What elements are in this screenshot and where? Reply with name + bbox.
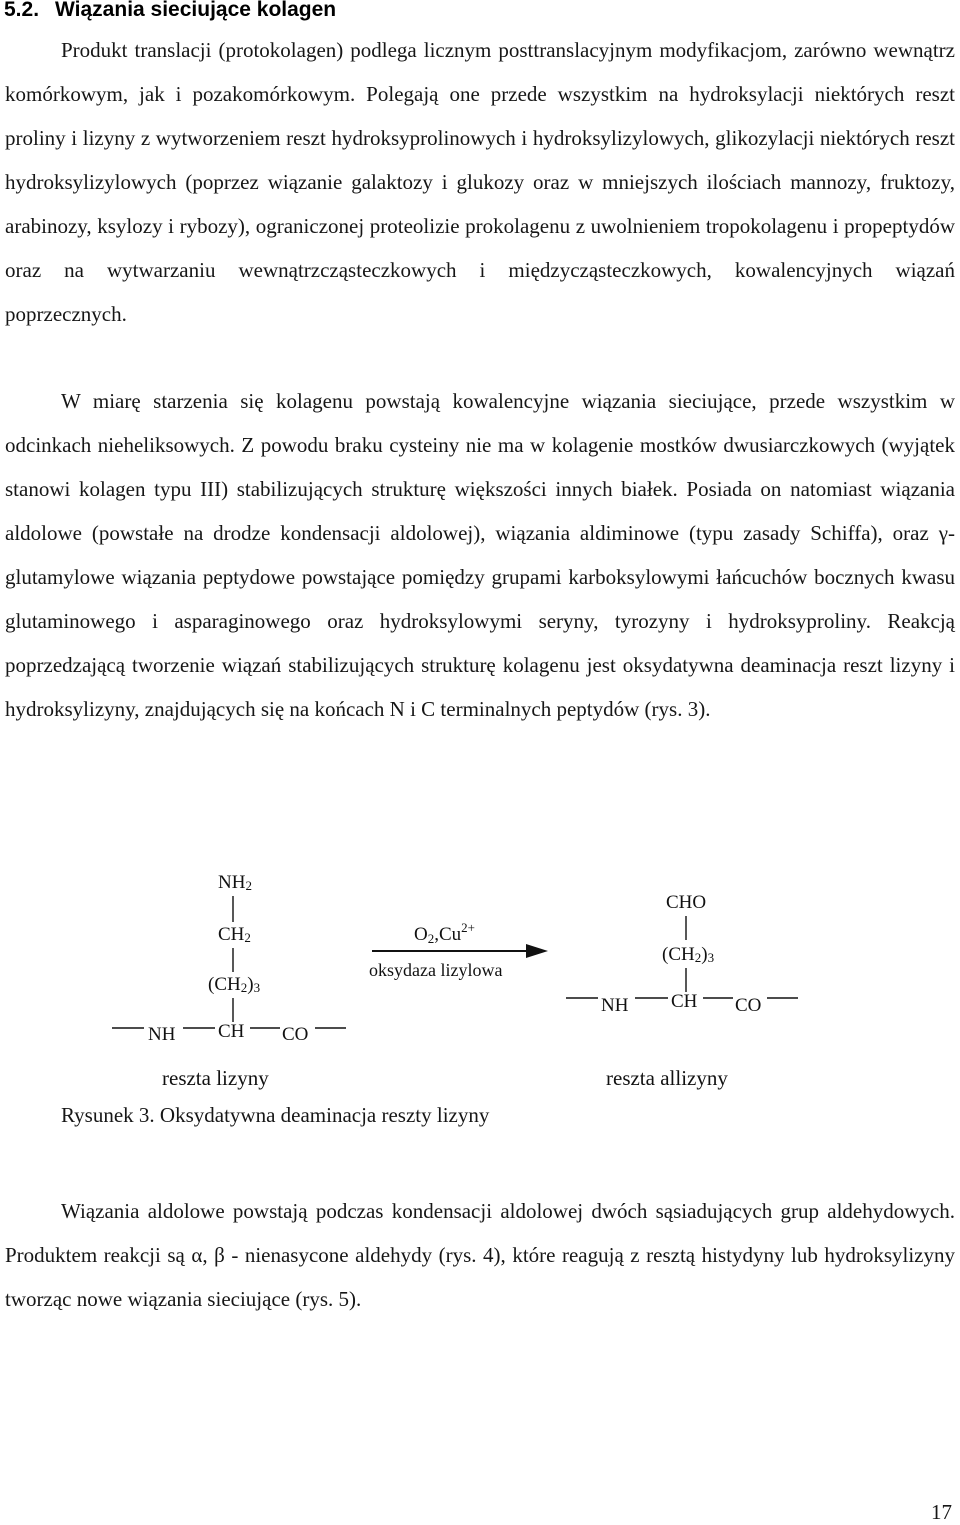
allysine-cho-group: CHO (666, 892, 707, 913)
lysine-nh2-group: NH2 (218, 872, 252, 893)
page-number: 17 (931, 1500, 952, 1524)
lysine-co: CO (282, 1024, 309, 1045)
allysine-structure (566, 892, 798, 1090)
lysine-structure (112, 872, 346, 1090)
lysine-nh: NH (148, 1024, 176, 1045)
lysine-chain: (CH2)3 (208, 974, 261, 995)
section-title: Wiązania sieciujące kolagen (55, 0, 337, 21)
paragraph-crosslinks: W miarę starzenia się kolagenu powstają kowalencyjne wiązania sieciujące, przede wszystkim w odcinkach nieheliksowych. Z powodu braku cysteiny nie ma w kolagenie mostków dwusiarczkowych (wyjątek stanowi kolagen typu III) stabilizujących strukturę większości innych białek. Posiada on natomiast wiązania aldolowe (powstałe na drodze kondensacji aldolowej), wiązania aldiminowe (typu zasady Schiffa), oraz γ- glutamylowe wiązania peptydowe powstające pomiędzy grupami karboksylowymi łańcuchów bocznych kwasu glutaminowego i asparaginowego oraz hydroksylowymi seryny, tyrozyny i hydroksyproliny. Reakcją poprzedzającą tworzenie wiązań stabilizujących strukturę kolagenu jest oksydatywna deaminacja reszt lizyny i hydroksylizyny, znajdujących się na końcach N i C terminalnych peptydów (rys. 3). (5, 389, 955, 721)
figure-caption: Rysunek 3. Oksydatywna deaminacja reszty lizyny (61, 1103, 490, 1127)
allysine-co: CO (735, 995, 762, 1016)
allysine-chain: (CH2)3 (662, 944, 715, 965)
lysine-ch2-group: CH2 (218, 924, 251, 945)
section-number: 5.2. (4, 0, 40, 21)
allysine-nh: NH (601, 995, 629, 1016)
allysine-label: reszta allizyny (606, 1066, 728, 1090)
paragraph-aldol-bonds: Wiązania aldolowe powstają podczas kondensacji aldolowej dwóch sąsiadujących grup aldehydowych. Produktem reakcji są α, β - nienasycone aldehydy (rys. 4), które reagują z resztą histydyny lub hydroksylizyny tworząc nowe wiązania sieciujące (rys. 5). (5, 1199, 955, 1311)
lysine-ch: CH (218, 1021, 245, 1042)
paragraph-posttranslational-modifications: Produkt translacji (protokolagen) podlega licznym posttranslacyjnym modyfikacjom, zarówno wewnątrz komórkowym, jak i pozakomórkowym. Polegają one przede wszystkim na hydroksylacji niektórych reszt proliny i lizyny z wytworzeniem reszt hydroksyprolinowych i hydroksylizylowych, glikozylacji niektórych reszt hydroksylizylowych (poprzez wiązanie galaktozy i glukozy oraz w mniejszych ilościach mannozy, fruktozy, arabinozy, ksylozy i rybozy), ograniczonej proteolizie prokolagenu z uwolnieniem tropokolagenu i propeptydów oraz na wytwarzaniu wewnątrzcząsteczkowych i międzycząsteczkowych, kowalencyjnych wiązań poprzecznych. (5, 38, 955, 326)
reaction-arrow-head (526, 944, 548, 958)
allysine-ch: CH (671, 991, 698, 1012)
section-heading (4, 0, 336, 22)
lysine-label: reszta lizyny (162, 1066, 269, 1090)
reagent-label: $O2,Cu^{2+}$ (414, 920, 476, 946)
enzyme-label: oksydaza lizylowa (369, 960, 503, 980)
reaction-arrow-group (369, 920, 548, 980)
reaction-scheme (0, 840, 960, 1100)
